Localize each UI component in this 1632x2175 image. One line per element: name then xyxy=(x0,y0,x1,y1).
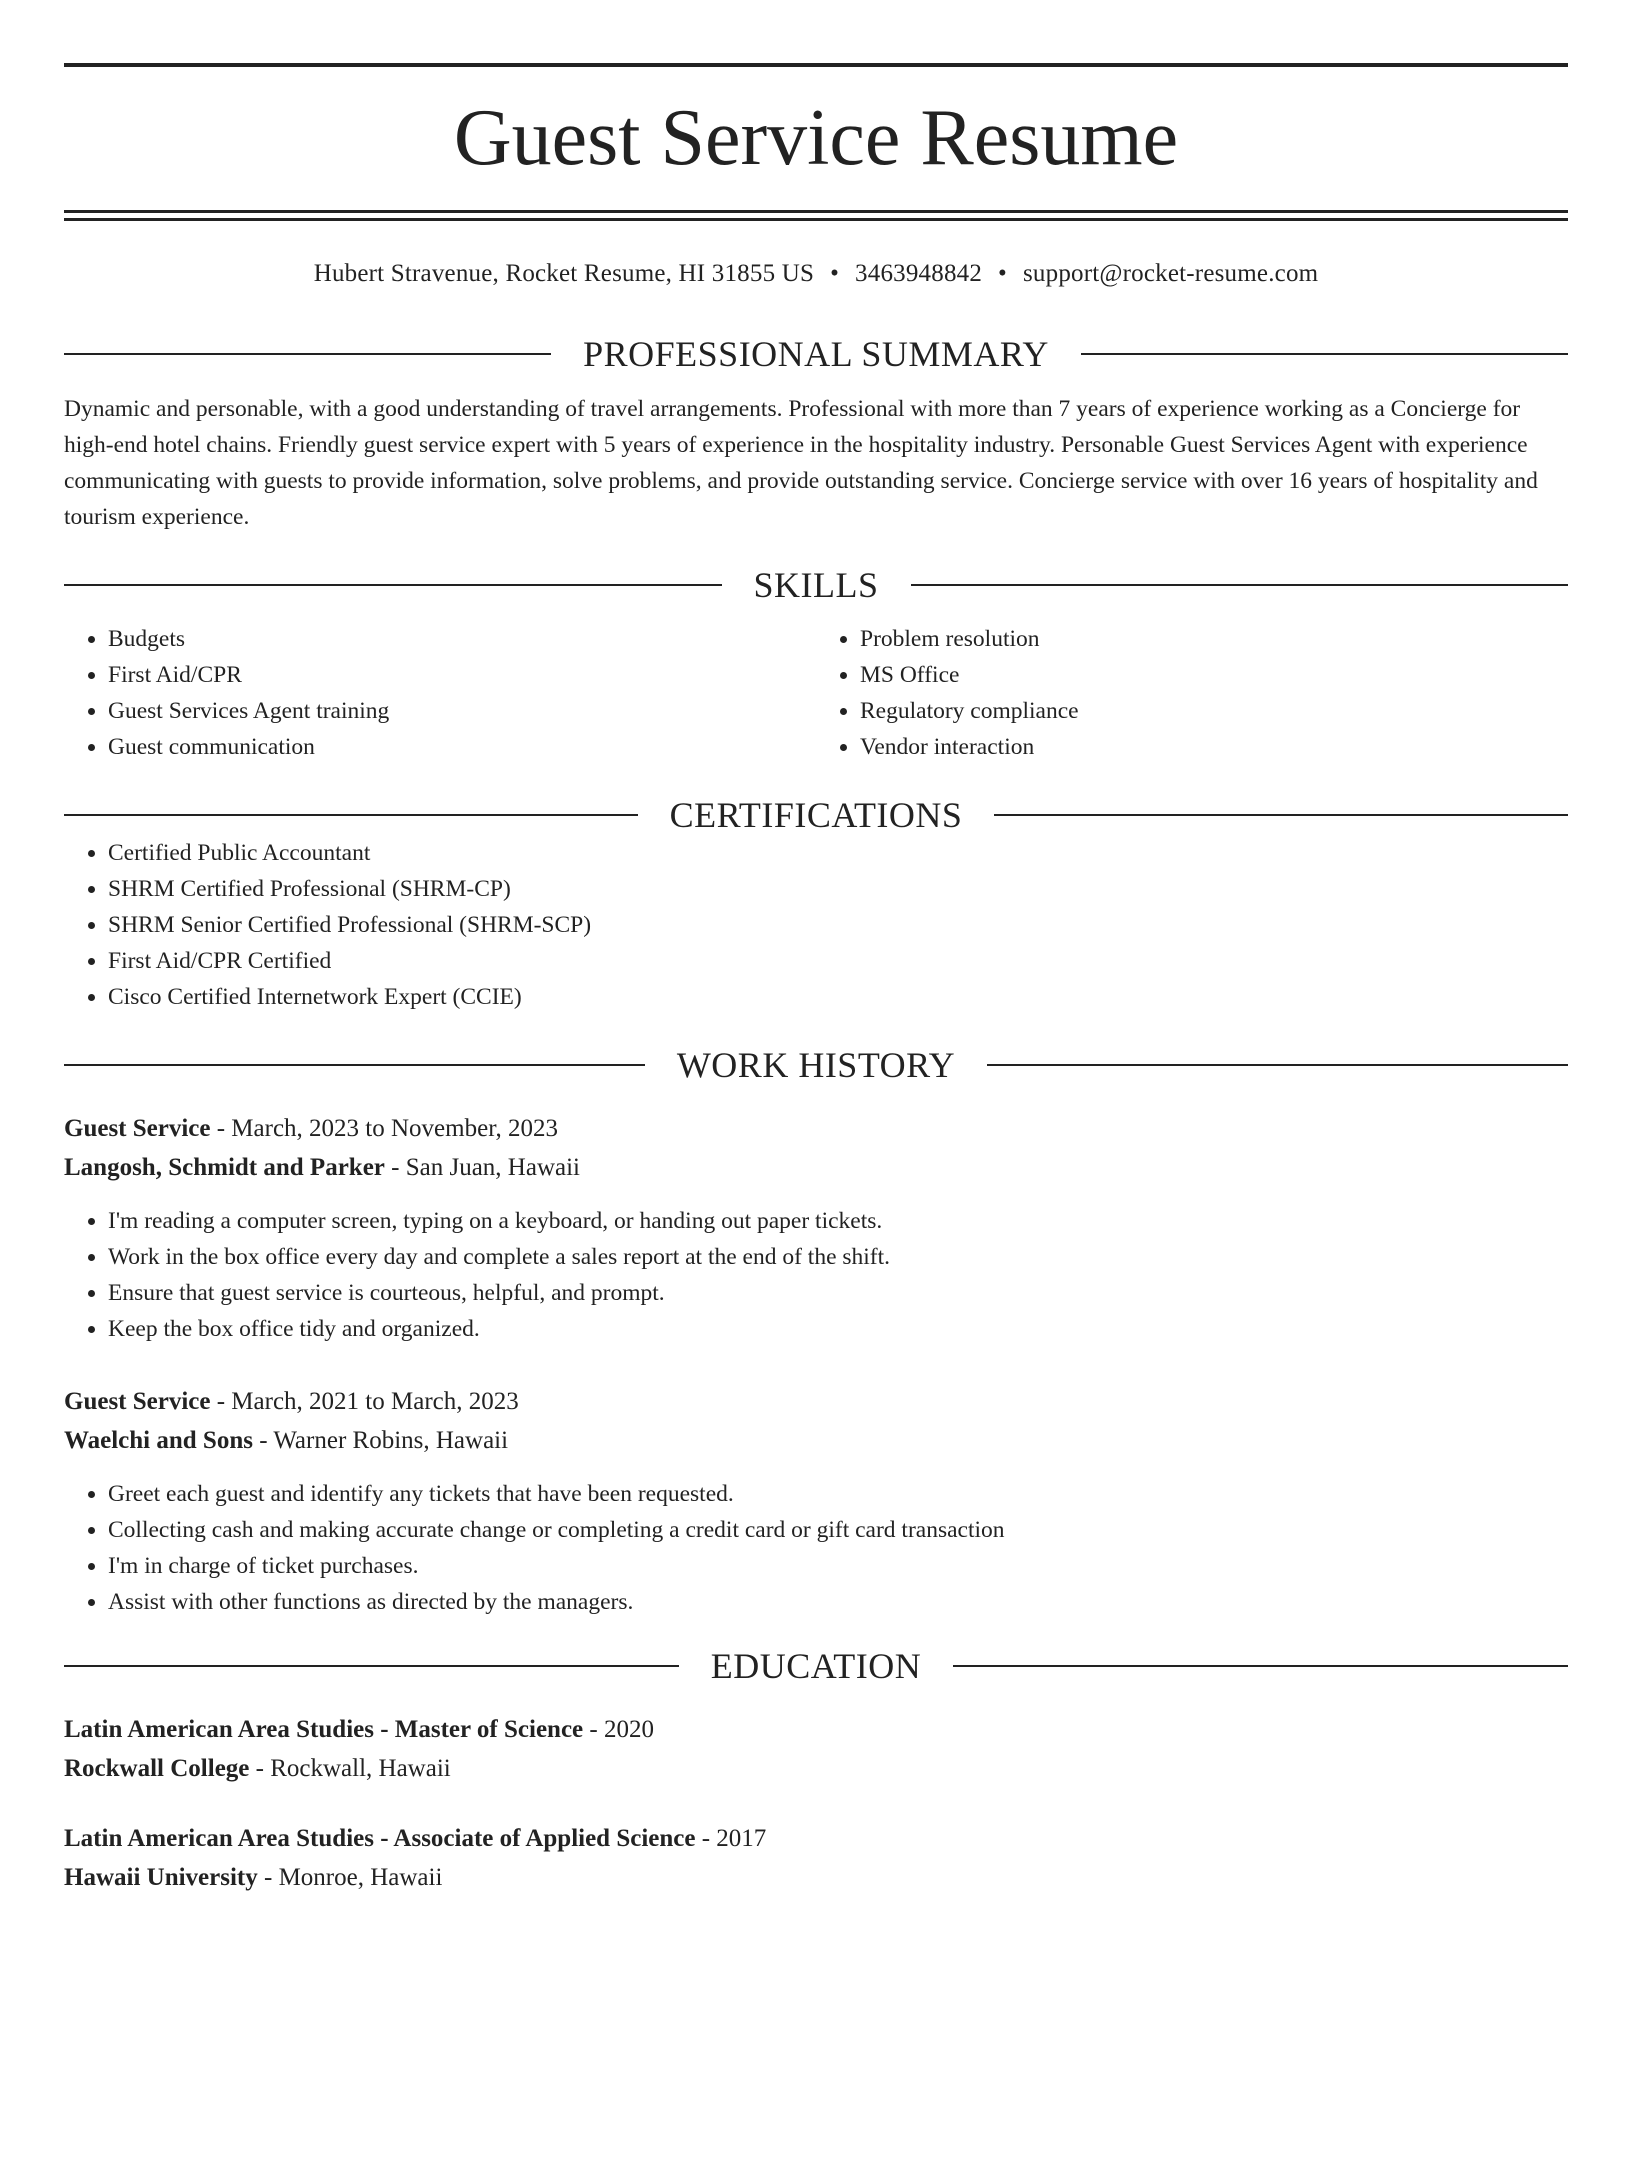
skill-item: • Budgets xyxy=(108,621,816,657)
heading-rule xyxy=(64,1064,645,1066)
job-dates: - March, 2023 to November, 2023 xyxy=(210,1115,559,1142)
job-company-line xyxy=(64,1421,1568,1460)
section-heading-summary xyxy=(64,334,1568,374)
job-duty-item: • I'm reading a computer screen, typing on a keyboard, or handing out paper tickets. xyxy=(108,1203,1568,1239)
job-dates: - March, 2021 to March, 2023 xyxy=(210,1388,519,1415)
section-title: SKILLS xyxy=(753,565,879,605)
skill-item: • First Aid/CPR xyxy=(108,657,816,693)
job-duty-item: • Assist with other functions as directed by the managers. xyxy=(108,1584,1568,1620)
education-school-line xyxy=(64,1858,1568,1897)
education-degree: Latin American Area Studies - Master of Science xyxy=(64,1716,584,1743)
education-school-line xyxy=(64,1749,1568,1788)
skill-item: • Regulatory compliance xyxy=(860,693,1568,729)
education-year: - 2020 xyxy=(583,1716,654,1743)
job-duty-item: • Work in the box office every day and complete a sales report at the end of the shift. xyxy=(108,1239,1568,1275)
title-double-divider xyxy=(64,210,1568,221)
heading-rule xyxy=(994,814,1568,816)
skills-column-right xyxy=(816,621,1568,765)
job-company: Langosh, Schmidt and Parker xyxy=(64,1154,385,1181)
section-heading-skills xyxy=(64,565,1568,605)
resume-page xyxy=(0,63,1632,2175)
section-heading-work-history xyxy=(64,1045,1568,1085)
contact-phone: 3463948842 xyxy=(855,260,983,287)
job-location: - Warner Robins, Hawaii xyxy=(252,1427,509,1454)
skill-item: • Guest Services Agent training xyxy=(108,693,816,729)
resume-title: Guest Service Resume xyxy=(453,94,1179,182)
education-location: - Rockwall, Hawaii xyxy=(249,1755,451,1782)
education-degree-line xyxy=(64,1819,1568,1858)
job-company-line xyxy=(64,1148,1568,1187)
summary-text: Dynamic and personable, with a good understanding of travel arrangements. Professional with more than 7 years of experience working as a Concierge for high-end hotel chains. Friendly guest service expert with 5 years of experience in the hospitality industry. Personable Guest Services Agent with experience communicating with guests to provide information, solve problems, and provide outstanding service. Concierge service with over 16 years of hospitality and tourism experience. xyxy=(64,396,1538,530)
heading-rule xyxy=(953,1665,1568,1667)
certification-item: • Cisco Certified Internetwork Expert (CCIE) xyxy=(108,979,1568,1015)
section-title: PROFESSIONAL SUMMARY xyxy=(583,334,1049,374)
job-entry xyxy=(64,1382,1568,1620)
education-degree: Latin American Area Studies - Associate of Applied Science xyxy=(64,1825,696,1852)
skill-item: • Problem resolution xyxy=(860,621,1568,657)
skills-column-left xyxy=(64,621,816,765)
section-heading-certifications xyxy=(64,795,1568,835)
section-title: EDUCATION xyxy=(710,1646,922,1686)
job-company: Waelchi and Sons xyxy=(64,1427,253,1454)
education-school: Hawaii University xyxy=(64,1864,258,1891)
section-heading-education xyxy=(64,1646,1568,1686)
job-duty-item: • Greet each guest and identify any tickets that have been requested. xyxy=(108,1476,1568,1512)
education-entry xyxy=(64,1710,1568,1788)
certification-item: • First Aid/CPR Certified xyxy=(108,943,1568,979)
job-title-line xyxy=(64,1109,1568,1148)
education-location: - Monroe, Hawaii xyxy=(257,1864,443,1891)
job-duty-item: • I'm in charge of ticket purchases. xyxy=(108,1548,1568,1584)
heading-rule xyxy=(64,814,638,816)
skills-list xyxy=(64,621,1568,765)
job-title: Guest Service xyxy=(64,1388,211,1415)
certifications-list xyxy=(64,835,1568,1015)
job-duty-item: • Keep the box office tidy and organized. xyxy=(108,1311,1568,1347)
skill-item: • Guest communication xyxy=(108,729,816,765)
job-entry xyxy=(64,1109,1568,1347)
job-duties xyxy=(64,1476,1568,1620)
section-title: WORK HISTORY xyxy=(676,1045,956,1085)
job-duties xyxy=(64,1203,1568,1347)
certification-item: • Certified Public Accountant xyxy=(108,835,1568,871)
education-degree-line xyxy=(64,1710,1568,1749)
heading-rule xyxy=(64,353,551,355)
contact-email: support@rocket-resume.com xyxy=(1023,260,1319,287)
certification-item: • SHRM Senior Certified Professional (SHRM-SCP) xyxy=(108,907,1568,943)
section-title: CERTIFICATIONS xyxy=(669,795,963,835)
education-year: - 2017 xyxy=(695,1825,767,1852)
certification-item: • SHRM Certified Professional (SHRM-CP) xyxy=(108,871,1568,907)
skill-item: • Vendor interaction xyxy=(860,729,1568,765)
job-duty-item: • Collecting cash and making accurate change or completing a credit card or gift card transaction xyxy=(108,1512,1568,1548)
heading-rule xyxy=(1081,353,1568,355)
contact-separator: • xyxy=(998,260,1007,287)
skill-item: • MS Office xyxy=(860,657,1568,693)
contact-address: Hubert Stravenue, Rocket Resume, HI 31855 US xyxy=(313,260,815,287)
education-entry xyxy=(64,1819,1568,1897)
heading-rule xyxy=(911,584,1569,586)
contact-info xyxy=(64,258,1568,290)
job-location: - San Juan, Hawaii xyxy=(384,1154,580,1181)
heading-rule xyxy=(64,1665,679,1667)
contact-separator: • xyxy=(830,260,840,287)
heading-rule xyxy=(987,1064,1568,1066)
heading-rule xyxy=(64,584,722,586)
job-duty-item: • Ensure that guest service is courteous, helpful, and prompt. xyxy=(108,1275,1568,1311)
job-title-line xyxy=(64,1382,1568,1421)
job-title: Guest Service xyxy=(64,1115,211,1142)
education-school: Rockwall College xyxy=(64,1755,250,1782)
